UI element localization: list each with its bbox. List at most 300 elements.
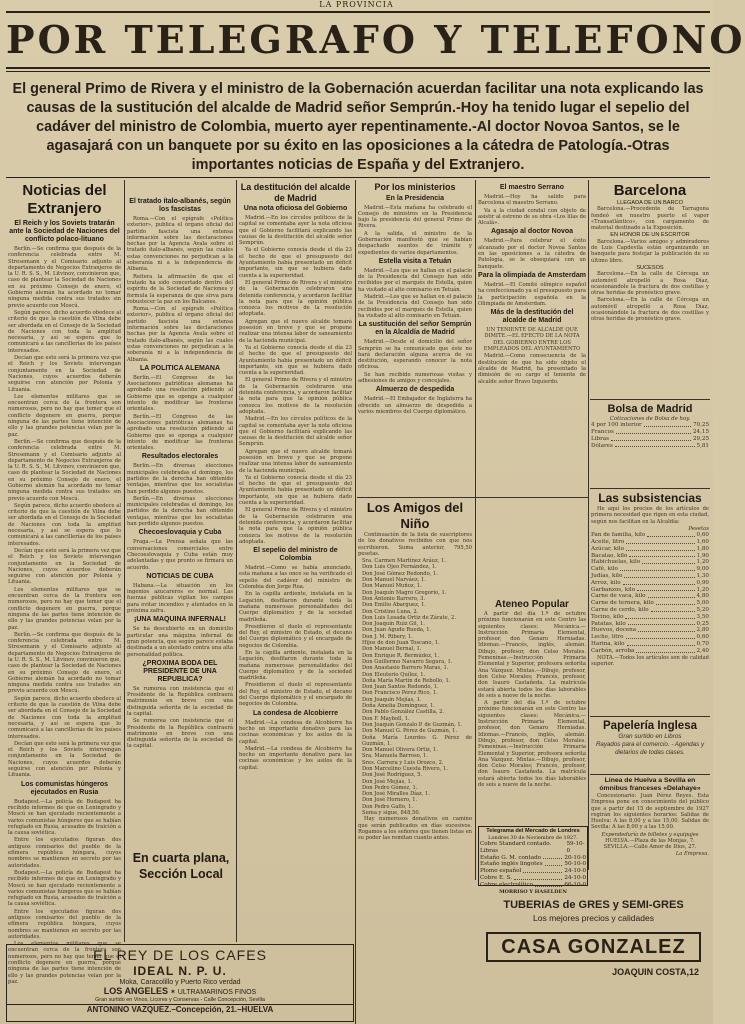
donor-entry: Don Manuel Bernal, 1. xyxy=(362,646,422,653)
article-paragraph: Barcelona.—Procedente de Tarragona fondeó en nuestro puerto el vapor «Transatlántico», con cargamento de material destinado a la Exposición. xyxy=(591,206,709,232)
table-row xyxy=(591,429,709,436)
ad-papeleria xyxy=(591,719,709,771)
row-value: 5,00 xyxy=(696,600,709,607)
donor-entry: Don Manuel Olivera Ortiz, 1. xyxy=(362,747,438,754)
ad-tuberias-line-2: Los mejores precios y calidades xyxy=(533,913,654,923)
section-heading-subsistencias: Las subsistencias xyxy=(598,491,702,505)
article-heading-mas-destitucion: Más de la destitución del alcalde de Madrid xyxy=(490,309,574,325)
row-value: 1,20 xyxy=(696,586,709,593)
papeleria-line-2: Rayados para el comercio. - Agendas y dietarios de todas clases. xyxy=(595,741,705,756)
donor-entry: Don Pablo González Castilla, 2. xyxy=(362,709,445,716)
article-paragraph: Berlín.—El Congreso de las Asociaciones patrióticas alemanas ha aprobado una resolución pidiendo al Gobierno que se oponga a cualquier intento de modificar las fronteras orientales. xyxy=(127,374,233,413)
column-alcalde xyxy=(239,182,352,1020)
row-label: Estaño inglés lingotes xyxy=(480,861,543,868)
article-heading-destitucion: La destitución del alcalde de Madrid xyxy=(240,182,351,203)
section-heading-ninos: Los Amigos del Niño xyxy=(366,500,464,531)
leader-dots xyxy=(523,868,562,873)
article-paragraph: Madrid.—La condesa de Alcobierre ha hecho un importante donativo para las cocinas económicas y los asilos de la capital. xyxy=(239,719,352,745)
leader-dots xyxy=(638,627,694,632)
donor-entry: Don Guillermo Navarro Segura, 1. xyxy=(362,658,453,665)
article-heading-politica-alemana: LA POLITICA ALEMANA xyxy=(139,364,221,372)
article-paragraph: Budapest.—La policía de Budapest ha recibido informes de que en Leningrado y Moscú se han ejecutado recientemente a varios comunistas húngeros que se habían refugiado en Rusia, acusados de traición a la causa soviética. xyxy=(8,798,121,837)
donor-entry: Don José Rodríguez, 5. xyxy=(362,772,423,779)
row-label: Cobre Standard contado. Libras xyxy=(480,841,552,854)
mercado-source: MORRISO Y HASELDEN xyxy=(499,888,567,895)
barcelona-sub-barco: LLEGADA DE UN BARCO xyxy=(617,200,683,206)
article-paragraph: Berlín.—Se confirma que después de la conferencia celebrada entre M. Stresemann y el Comisario adjunto al departamento de Negocios Extranjeros de la U. R. S. S., M. Litvinov, convinieron que, caso de plantear la Sociedad de Naciones en su próximo Consejo de enero, el Gobierno alemán ha acordado no tomar ninguna medida contra sus tratados sin previo acuerdo con Moscú. xyxy=(8,438,121,502)
leader-dots xyxy=(611,436,691,441)
donor-entry: Doña María Martín de Rebollo, 1. xyxy=(362,677,451,684)
row-label: Habichuelas, kilo xyxy=(591,559,641,566)
leader-dots xyxy=(644,422,691,427)
donor-entry: Don Luis Losada Ortiz de Zárate, 2. xyxy=(362,614,456,621)
title-rule xyxy=(6,67,710,69)
article-paragraph: Decían que esto será la primera vez que el Reich y los Soviets intervengan conjuntamente en la Sociedad de Naciones, cuyos acuerdos deberán seguirse con atención por Polonia y Lituania. xyxy=(8,740,121,779)
linea-foot-3: SEVILLA.—Calle Amor de Dios, 27. xyxy=(603,844,697,851)
article-paragraph: Madrid.—El Comité olímpico español ha confeccionado ya el presupuesto para la participación española en la Olimpiada de Amsterdam. xyxy=(478,281,586,307)
row-value: 20-10-0 xyxy=(564,854,586,861)
section-rule-linea xyxy=(590,774,710,775)
row-value: 24-10-0 xyxy=(564,874,586,881)
donor-entry: Don Manuel Muñoz, 1. xyxy=(362,583,422,590)
table-row xyxy=(591,587,709,594)
leader-dots xyxy=(626,634,695,639)
front-headline: El general Primo de Rivera y el ministro de la Gobernación acuerdan facilitar una nota explicando las causas de la sustitución del alcalde de Madrid señor Semprún.-Hoy ha tenido lugar el sepelio del cadáver del ministro de Colombia, muerto ayer repentinamente.-Al doctor Novoa Santos, se le agasajará con un banquete por su éxito en las oposiciones a la cátedra de Patología.-Otras importantes noticias de España y del Extranjero. xyxy=(12,81,704,173)
donor-entry: Hijos de don Juan Toscano, 1. xyxy=(362,640,440,647)
donor-entry: Don Anastasio Barrero Maras, 1. xyxy=(362,665,449,672)
article-paragraph: Madrid.—En los círculos políticos de la capital se comentaba ayer la nota oficiosa que el Gobierno facilitará explicando las causas de la destitución del alcalde señor Semprún. xyxy=(239,416,352,448)
row-value: 70,25 xyxy=(692,422,709,429)
leader-dots xyxy=(625,614,694,619)
article-heading-checoeslovaquia: Checoeslovaquia y Cuba xyxy=(138,529,222,537)
article-heading-sustitucion: La sustitución del señor Semprún en la Alcaldía de Madrid xyxy=(358,321,472,337)
subsistencias-table xyxy=(591,532,709,654)
donor-entry: Don Eleuterio Quílez, 1. xyxy=(362,671,426,678)
donor-entry: Don Manuel Narváez, 1. xyxy=(362,577,426,584)
leader-dots xyxy=(648,593,695,598)
article-paragraph: Madrid.—En los círculos políticos de la capital se comentaba ayer la nota oficiosa que el Gobierno facilitará explicando las causas de la destitución del alcalde señor Semprún. xyxy=(239,215,352,247)
article-paragraph: Roma.—Con el epígrafe «Política exterior», publica el órgano oficial del partido fascista una extensa información sobre las declaraciones hechas por la Agencia Avala sobre el tratado ítalo-albanés, según las cuales estas convenciones no perjudican a la soberanía ni a la independencia de Albania. xyxy=(127,216,233,273)
row-value: 66-10-0 xyxy=(564,881,586,888)
linea-body: Concesionario: Juan Pérez Reyes. Esta Empresa pone en conocimiento del público que a partir del 15 de septiembre de 1927 regirán los siguientes horarios: Salidas de Huelva: A las 8,00 y a las 15,00. Salidas de Sevilla: A las 8,00 y a las 15,00. xyxy=(591,793,709,831)
donor-entry: Don Joaquín Magro Gregorio, 1. xyxy=(362,589,447,596)
row-value: 0,90 xyxy=(696,579,709,586)
column-rule-5 xyxy=(588,180,589,870)
row-label: Libras xyxy=(591,435,609,442)
ateneo-body: A partir del día 1.º de octubre próximo funcionarán en este Centro las siguientes clases: Mecánica.—Instrucción Primaria Elemental, profesor, don Genaro Herniadas. Idiomas.—Francés, inglés, alemán. Dibujo, profesor, don Celso Morales. Femeninas.—Instrucción Primaria Elemental y Superior, profesora señorita Ana Vázquez. Mixtas.—Dibujo, profesor, don Celso Morales; Francés, profesor, don Isauro Castañeda. La matrícula estará abierta todos los días laborables de seis a nueve de la noche. xyxy=(478,611,586,699)
article-paragraph: Berlín.—En diversas elecciones municipales celebradas el domingo, los partidos de la derecha han obtenido ventajas, mientras que los socialistas han perdido algunos puestos. xyxy=(127,495,233,528)
table-row xyxy=(591,436,709,443)
ad-tuberias-addr: JOAQUIN COSTA,12 xyxy=(612,967,699,977)
table-row xyxy=(480,841,586,855)
donor-entry: Don J. M. Ribery, 1. xyxy=(362,633,413,640)
column-rule-1 xyxy=(124,180,125,942)
row-label: Bacalao, kilo xyxy=(591,552,628,559)
ad-cafes-line-3: Gran surtido en Vinos, Licores y Conservas - Calle Concepción, Sevilla xyxy=(95,997,265,1003)
papeleria-heading: Papelería Inglesa xyxy=(603,720,697,732)
row-value: 0,60 xyxy=(696,532,709,539)
subhead-rule xyxy=(6,177,710,178)
article-paragraph: Decían que esto será la primera vez que el Reich y los Soviets intervengan conjuntamente en la Sociedad de Naciones, cuyos acuerdos deberán seguirse con atención por Polonia y Lituania. xyxy=(8,547,121,586)
row-value: 29,25 xyxy=(692,435,709,442)
leader-dots xyxy=(629,553,694,558)
article-paragraph: Según parece, dicho acuerdo obedece al criterio de que la cuestión de Vilna debe ser abordada en el Consejo de la Sociedad de Naciones con toda la amplitud necesaria, y así se espera que lo comunicará a las cancillerías de los países interesados. xyxy=(8,695,121,740)
linea-foot-1: Expendeduría de billetes y equipajes xyxy=(601,831,699,838)
row-value: 5,81 xyxy=(696,442,709,449)
page-title: POR TELEGRAFO Y TELEFONO xyxy=(6,17,745,62)
article-paragraph: Los elementos militares que se encuentran cerca de la frontera son numerosos, pero no hay que temer que el conflicto degenere en guerra, porque ninguna de las partes tiene intención de ello y las grandes potencias velan por la paz. xyxy=(8,586,121,631)
article-paragraph: Se han recibido numerosas visitas y adhesiones de amigos y concejales. xyxy=(358,371,472,385)
article-paragraph: Se rumorea con insistencia que el Presidente de la República contraerá matrimonio en breve con una distinguida señorita de la sociedad de la capital. xyxy=(127,685,233,717)
article-paragraph: Madrid.—Los que se hallan en el palacio de la Presidencia del Consejo han sido recibidos por el marqués de Estella, quien ha visitado al alto comisario en Tetuán. xyxy=(358,267,472,293)
article-paragraph: Los elementos militares que se encuentran cerca de la frontera son numerosos, pero no hay que temer que el conflicto degenere en guerra, porque ninguna de las partes tiene intención de ello y las grandes potencias velan por la paz. xyxy=(8,941,121,985)
leader-dots xyxy=(627,641,695,646)
column-ministerios xyxy=(358,182,472,494)
box-mercado-londres xyxy=(478,826,588,895)
donor-entry: Don Joaquín Mejías, 1. xyxy=(362,696,422,703)
article-heading-presidencia: En la Presidencia xyxy=(386,194,444,202)
ad-cafes-line-4: ANTONINO VAZQUEZ.–Concepción, 21.–HUELVA xyxy=(7,1004,353,1015)
leader-dots xyxy=(651,607,695,612)
donor-entry: Don Enrique R. Bermúdez, 1. xyxy=(362,652,440,659)
row-value: 0,25 xyxy=(696,620,709,627)
article-heading-novoa: Agasajo al doctor Novoa xyxy=(490,228,574,236)
leader-dots xyxy=(623,580,695,585)
donor-entry: Suma y sigue, 848,50. xyxy=(362,810,421,817)
ninos-intro: Continuación de la lista de suscriptores de los donativos recibidos con que nos escribieron. Suma anterior, 795,50 pesetas. xyxy=(358,532,472,557)
donor-entry: Sra. Manuela Barroso, 1. xyxy=(362,753,429,760)
article-paragraph: Berlín.—En diversas elecciones municipales celebradas el domingo, los partidos de la derecha han obtenido ventajas, mientras que los socialistas han perdido algunos puestos. xyxy=(127,463,233,495)
article-paragraph: Budapest.—La policía de Budapest ha recibido informes de que en Leningrado y Moscú se han ejecutado recientemente a varios comunistas húngeros que se habían refugiado en Rusia, acusados de traición a la causa soviética. xyxy=(8,869,121,908)
article-paragraph: A la salida, el ministro de la Gobernación manifestó que se habían despachado asuntos de trámite y expedientes de varios departamentos. xyxy=(358,230,472,256)
article-paragraph: En la capilla ardiente, instalada en la Legación, desfilaron durante toda la mañana numerosas personalidades del Cuerpo diplomático y de la sociedad madrileña. xyxy=(239,591,352,623)
masthead: LA PROVINCIA xyxy=(319,0,394,9)
table-row xyxy=(591,621,709,628)
leader-dots xyxy=(636,648,694,653)
table-row xyxy=(591,607,709,614)
leader-dots xyxy=(647,532,694,537)
row-label: Huevos, docena xyxy=(591,627,637,634)
leader-dots xyxy=(543,855,562,860)
star-icon: ✶ xyxy=(169,989,176,996)
mercado-table xyxy=(480,841,586,889)
table-row xyxy=(591,546,709,553)
article-paragraph: Madrid.—Para celebrar el éxito alcanzado por el doctor Novoa Santos en las oposiciones a la cátedra de Patología, se le obsequiará con un banquete. xyxy=(478,238,586,270)
donor-entry: Don Cristino Luna, 2. xyxy=(362,608,419,615)
leader-dots xyxy=(628,621,695,626)
leader-dots xyxy=(637,587,694,592)
article-paragraph: Madrid.—La condesa de Alcobierre ha hecho un importante donativo para las cocinas económicas y los asilos de la capital. xyxy=(239,745,352,771)
leader-dots xyxy=(626,539,694,544)
ad-cafes-line-1: Moka, Caracolillo y Puerto Rico verdad xyxy=(119,979,241,986)
column-italo-albanes xyxy=(127,196,233,802)
donor-entry: Don José Mejías, 1. xyxy=(362,778,413,785)
article-heading-almuerzo: Almuerzo de despedida xyxy=(375,386,455,394)
donor-entry: Don Joaquín Gonzalo P. de Guzmán, 1. xyxy=(362,721,463,728)
table-row xyxy=(591,580,709,587)
ad-cafes-title: EL REY DE LOS CAFES xyxy=(93,947,267,963)
row-label: Dólares xyxy=(591,442,613,449)
table-row xyxy=(591,532,709,539)
table-row xyxy=(480,868,586,875)
row-label: Pan de familia, kilo xyxy=(591,532,646,539)
row-value: 1,20 xyxy=(696,559,709,566)
article-heading-maquina: ¡UNA MAQUINA INFERNAL! xyxy=(133,616,227,624)
row-value: 0,70 xyxy=(696,640,709,647)
article-paragraph: Madrid.—Desde el domicilio del señor Semprún se ha comunicado que éste no hará declaración alguna acerca de su destitución, esperando conocer la nota oficiosa. xyxy=(358,339,472,371)
row-label: Francos xyxy=(591,429,614,436)
table-row xyxy=(591,614,709,621)
article-heading-tratado: El tratado ítalo-albanés, según los fascistas xyxy=(129,198,231,213)
section-heading-bolsa: Bolsa de Madrid xyxy=(607,403,693,415)
table-row xyxy=(591,627,709,634)
mercado-heading: Telegrama del Mercado de Londres xyxy=(486,828,580,834)
section-heading-ministerios: Por los ministerios xyxy=(374,182,456,192)
section-heading-extranjero: Noticias del Extranjero xyxy=(22,182,107,217)
leader-dots xyxy=(626,546,695,551)
row-value: 9,00 xyxy=(696,566,709,573)
article-paragraph: Madrid.—Hoy ha salido para Barcelona el maestro Serrano. xyxy=(478,194,586,207)
article-heading-boda: ¿PROXIMA BODA DEL PRESIDENTE DE UNA REPUBLICA? xyxy=(142,659,218,683)
table-row xyxy=(480,875,586,882)
row-label: Carne de cerdo, kilo xyxy=(591,606,649,613)
article-paragraph: Madrid.—Como consecuencia de la destitución de que ha sido objeto el alcalde de Madrid, ha presentado la dimisión de su cargo el teniente de alcalde señor Bravo Izquierdo. xyxy=(478,353,586,385)
table-row xyxy=(591,443,709,450)
subsistencias-note: NOTA.—Todos los artículos son de calidad superior. xyxy=(591,654,709,667)
row-label: Judías, kilo xyxy=(591,572,623,579)
table-row xyxy=(591,634,709,641)
bolsa-table xyxy=(591,422,709,449)
row-value: 1,90 xyxy=(696,552,709,559)
article-heading-resultados: Resultados electorales xyxy=(141,453,219,461)
section-heading-ateneo: Ateneo Popular xyxy=(495,599,569,610)
column-rule-2 xyxy=(236,180,237,942)
article-paragraph: Presidieron el duelo el representante del Rey, el ministro de Estado, el decano del Cuerpo diplomático y el encargado de negocios de Colombia. xyxy=(239,623,352,649)
mercado-date: Londres 30 de Noviembre de 1927. xyxy=(488,835,578,841)
ad-linea-huelva xyxy=(591,777,709,871)
section-heading-barcelona: Barcelona xyxy=(613,182,687,199)
table-row xyxy=(591,553,709,560)
article-paragraph: Se ha descubierto en un domicilio particular una máquina infernal de gran potencia, que según parece estaba destinada a un atentado contra una alta personalidad política. xyxy=(127,626,233,658)
table-row xyxy=(591,641,709,648)
article-paragraph: Barcelona.—En la calle de Córcega un automóvil atropelló a Rosa Díaz, ocasionándole la fractura de dos costillas y otras heridas de pronóstico grave. xyxy=(591,271,709,297)
row-value: 50-10-0 xyxy=(564,861,586,868)
donor-entry: Don Antonio Barrero, 3. xyxy=(362,595,426,602)
section-bolsa xyxy=(591,402,709,486)
donor-entry: Doña María Lourdes G. Pérez de Guzmán, 1. xyxy=(362,734,472,747)
section-rule-ninos xyxy=(357,497,588,498)
article-paragraph: Madrid.—El Embajador de Inglaterra ha ofrecido un almuerzo de despedida a varios miembros del Cuerpo diplomático. xyxy=(358,396,472,415)
donor-entry: Don José Gómez Redondo, 1. xyxy=(362,570,438,577)
article-heading-estella: Estella visita a Tetuán xyxy=(378,257,452,265)
article-paragraph: Decían que esto será la primera vez que el Reich y los Soviets intervengan conjuntamente en la Sociedad de Naciones, cuyos acuerdos deberán seguirse con atención por Polonia y Lituania. xyxy=(8,355,121,393)
column-rule-4 xyxy=(475,180,476,880)
donor-entry: Don Francisco Pérez Rico, 1. xyxy=(362,690,438,697)
article-paragraph: El general Primo de Rivera y el ministro de la Gobernación celebraron una detenida conferencia, y acordaron facilitar la nota para que la opinión pública conozca los motivos de la resolución adoptada. xyxy=(239,279,352,318)
row-value: 1,60 xyxy=(696,538,709,545)
article-paragraph: Presidieron el duelo el representante del Rey, el ministro de Estado, el decano del Cuerpo diplomático y el encargado de negocios de Colombia. xyxy=(239,682,352,708)
ad-cafes-brand: IDEAL N. P. U. xyxy=(133,964,227,978)
article-heading-reich: El Reich y los Soviets tratarán ante la Sociedad de Naciones del conflicto polaco-lituano xyxy=(9,220,120,243)
section-amigos-nino xyxy=(358,500,472,1020)
table-row xyxy=(591,422,709,429)
donor-entry: Doña Amelia Domínguez, 1. xyxy=(362,703,436,710)
section-rule-papeleria xyxy=(590,716,710,717)
article-heading-cuba: NOTICIAS DE CUBA xyxy=(146,572,214,580)
ateneo-body: A partir del día 1.º de octubre próximo funcionarán en este Centro las siguientes clases: Mecánica.—Instrucción Primaria Elemental, profesor, don Genaro Herniadas. Idiomas.—Francés, inglés, alemán. Dibujo, profesor, don Celso Morales. Femeninas.—Instrucción Primaria Elemental y Superior, profesora señorita Ana Vázquez. Mixtas.—Dibujo, profesor, don Celso Morales; Francés, profesor, don Isauro Castañeda. La matrícula estará abierta todos los días laborables de seis a nueve de la noche. xyxy=(478,700,586,789)
ad-tuberias-brand: CASA GONZALEZ xyxy=(486,932,701,962)
ad-cafes-line-2-wrap xyxy=(7,987,353,997)
donor-entry: Sra. Carmen Martínez Aráuz, 1. xyxy=(362,558,447,565)
article-paragraph: Según parece, dicho acuerdo obedece al criterio de que la cuestión de Vilna debe ser abordada en el Consejo de la Sociedad de Naciones con toda la amplitud necesaria, y así se espera que lo comunicará a las cancillerías de los países interesados. xyxy=(8,309,121,354)
article-paragraph: Entre los ejecutados figuran dos antiguos comisarios del pueblo de la efímera república húngara, cuyos nombres se mantienen en secreto por las autoridades. xyxy=(8,837,121,869)
row-value: 1,30 xyxy=(696,572,709,579)
ad-casa-gonzalez xyxy=(478,886,709,1020)
row-value: 1,80 xyxy=(696,545,709,552)
leader-dots xyxy=(656,600,695,605)
row-label: Patatas, kilo xyxy=(591,620,626,627)
donor-entry: Don Juan Santos Redondo, 1. xyxy=(362,684,439,691)
bolsa-sub: Cotizaciones de Bolsa de hoy. xyxy=(609,416,691,422)
article-paragraph: El general Primo de Rivera y el ministro de la Gobernación celebraron una detenida conferencia, y acordaron facilitar la nota para que la opinión pública conozca los motivos de la resolución adoptada. xyxy=(239,377,352,415)
article-paragraph: El general Primo de Rivera y el ministro de la Gobernación celebraron una detenida conferencia, y acordaron facilitar la nota para que la opinión pública conozca los motivos de la resolución adoptada. xyxy=(239,507,352,545)
article-paragraph: Barcelona.—En la calle de Córcega un automóvil atropelló a Rosa Díaz, ocasionándole la fractura de dos costillas y otras heridas de pronóstico grave. xyxy=(591,297,709,323)
row-value: 59-10-0 xyxy=(566,841,585,854)
leader-dots xyxy=(514,875,562,880)
row-label: Carne de ternera, kilo xyxy=(591,600,654,607)
donor-entry: Sres. Carrera y Luis Orozco, 2. xyxy=(362,759,444,766)
article-paragraph: Ya el Gobierno conocía desde el día 23 el hecho de que el presupuesto del Ayuntamiento había presentado un déficit importante, sin que se hubiera dado cuenta a la superioridad. xyxy=(239,474,352,507)
row-label: Harina, kilo xyxy=(591,640,625,647)
article-heading-comunistas: Los comunistas húngeros ejecutados en Rusia xyxy=(20,780,109,796)
row-label: Leche, litro xyxy=(591,634,624,641)
ninos-note: Hay numerosos donativos en camino que serán publicados en días sucesivos. Rogamos a los señores que tienen listas en su poder las remitan cuanto antes. xyxy=(358,816,472,842)
article-paragraph: Berlín.—Se confirma que después de la conferencia celebrada entre M. Stresemann y el Comisario adjunto al departamento de Negocios Extranjeros de la U. R. S. S., M. Litvinov, convinieron que, caso de plantear la Sociedad de Naciones en su próximo Consejo de enero, el Gobierno alemán ha acordado no tomar ninguna medida contra sus tratados sin previo acuerdo con Moscú. xyxy=(8,631,121,695)
row-value: 0,60 xyxy=(696,634,709,641)
top-rule xyxy=(6,11,710,13)
column-extranjero xyxy=(8,182,121,985)
row-label: Tocino, kilo xyxy=(591,613,624,620)
donor-list xyxy=(358,558,472,816)
row-label: Café, kilo xyxy=(591,566,618,573)
column-rule-3 xyxy=(355,180,356,1024)
row-label: Cobre electrolítico xyxy=(480,881,533,888)
donor-entry: Don F. Mayboll, 1. xyxy=(362,715,410,722)
row-label: Cobre E. S. xyxy=(480,874,513,881)
row-label: Estaño G. M. contado xyxy=(480,854,542,861)
article-paragraph: Entre los ejecutados figuran dos antiguos comisarios del pueblo de la efímera república húngara, cuyos nombres se mantienen en secreto por las autoridades. xyxy=(8,908,121,940)
article-paragraph: Madrid.—Esta mañana ha celebrado el Consejo de ministros en la Presidencia bajo la presidencia del general Primo de Rivera. xyxy=(358,204,472,230)
row-value: 24-10-0 xyxy=(564,868,586,875)
row-label: Arroz, kilo xyxy=(591,579,621,586)
article-paragraph: Praga.—La Prensa señala que las conversaciones comerciales entre Checoeslovaquia y Cuba están muy adelantadas y que pronto se firmará un acuerdo. xyxy=(127,539,233,571)
leader-dots xyxy=(616,429,691,434)
article-paragraph: Los elementos militares que se encuentran cerca de la frontera son numerosos, pero no hay que temer que el conflicto degenere en guerra, porque ninguna de las partes tiene intención de ello y las grandes potencias velan por la paz. xyxy=(8,393,121,438)
table-row xyxy=(591,648,709,655)
article-subheading: UN TENIENTE DE ALCALDE QUE DIMITE.—EL EFECTO DE LA NOTA DEL GOBIERNO ENTRE LOS EMPLEADOS DEL AYUNTAMIENTO xyxy=(483,327,581,353)
column-serrano xyxy=(478,182,586,494)
article-heading-serrano: El maestro Serrano xyxy=(499,184,565,191)
article-paragraph: Reitera la afirmación de que el tratado ha sido concertado dentro del espíritu de la Sociedad de Naciones y formula la esperanza de que sirva para robustecer la paz en los Balcanes. xyxy=(127,273,233,305)
ad-tuberias-line-1: TUBERIAS de GRES y SEMI-GRES xyxy=(503,899,684,911)
barcelona-sub-sucesos: SUCESOS xyxy=(636,264,664,271)
row-label: Carbón, arroba xyxy=(591,647,635,654)
donor-entry: Don Luis Ojeo Fernández, 1. xyxy=(362,564,437,571)
row-value: 24,15 xyxy=(692,429,709,436)
donor-entry: Don José Hornero, 1. xyxy=(362,797,418,804)
linea-foot-2: HUELVA.—Plaza de las Monjas, 7. xyxy=(605,838,695,845)
article-paragraph: Barcelona.—Varios amigos y admiradores de Luis Capdevila están organizando un banquete para festejar la publicación de su último libro. xyxy=(591,238,709,264)
article-paragraph: Roma.—Con el epígrafe «Política exterior», publica el órgano oficial del partido fascista una extensa información sobre las declaraciones hechas por la Agencia Avala sobre el tratado ítalo-albanés, según las cuales estas convenciones no perjudican a la soberanía ni a la independencia de Albania. xyxy=(127,306,233,363)
article-paragraph: Ya el Gobierno conocía desde el día 23 el hecho de que el presupuesto del Ayuntamiento había presentado un déficit importante, sin que se hubiera dado cuenta a la superioridad. xyxy=(239,344,352,377)
row-label: 4 por 100 interior xyxy=(591,422,642,429)
linea-heading: Línea de Huelva a Sevilla en ómnibus franceses «Delahaye» xyxy=(599,777,701,792)
section-rule-bolsa xyxy=(590,399,710,400)
table-row xyxy=(591,566,709,573)
ad-cafes-ultramarinos: ULTRAMARINOS FINOS xyxy=(177,989,257,996)
donor-entry: Don Manuel G. Pérez de Guzmán, 1. xyxy=(362,728,458,735)
row-value: 3,50 xyxy=(696,613,709,620)
table-row xyxy=(591,573,709,580)
table-row xyxy=(591,600,709,607)
donor-entry: Don Pedro Gallo, 1. xyxy=(362,803,414,810)
donor-entry: Don Emilio Abarguez, 1. xyxy=(362,602,427,609)
article-heading-olimpiada: Para la olimpiada de Amsterdam xyxy=(478,271,586,279)
donor-entry: Don Joaquín Ruiz Gil, 1. xyxy=(362,621,425,628)
article-paragraph: Habana.—La situación en los ingenios azucareros es normal. Las fuerzas públicas vigilan los campos para evitar incendios y atentados en la próxima zafra. xyxy=(127,582,233,615)
title-rule-thin xyxy=(6,71,710,72)
row-value: 2,80 xyxy=(696,627,709,634)
donor-entry: Don Juan Agudo Rueda, 1. xyxy=(362,627,432,634)
barcelona-sub-escritor: EN HONOR DE UN ESCRITOR xyxy=(610,232,690,239)
article-paragraph: Madrid.—Los que se hallan en el palacio de la Presidencia del Consejo han sido recibidos por el marqués de Estella, quien ha visitado al alto comisario en Tetuán. xyxy=(358,294,472,319)
ad-rey-cafes xyxy=(6,944,354,1022)
article-paragraph: Se rumorea con insistencia que el Presidente de la República contraerá matrimonio en breve con una distinguida señorita de la sociedad de la capital. xyxy=(127,718,233,750)
row-value: 4,80 xyxy=(696,593,709,600)
leader-dots xyxy=(620,566,695,571)
article-paragraph: En la capilla ardiente, instalada en la Legación, desfilaron durante toda la mañana numerosas personalidades del Cuerpo diplomático y de la sociedad madrileña. xyxy=(239,650,352,682)
donor-entry: Don Marcelino Cuesta Rivero, 1. xyxy=(362,765,448,772)
row-value: 2,40 xyxy=(696,647,709,654)
row-label: Garbanzos, kilo xyxy=(591,586,636,593)
article-paragraph: Berlín.—El Congreso de las Asociaciones patrióticas alemanas ha aprobado una resolución pidiendo al Gobierno que se oponga a cualquier intento de modificar las fronteras orientales. xyxy=(127,413,233,452)
donor-entry: Don José Miralles Díaz, 1. xyxy=(362,791,430,798)
linea-sign: La Empresa. xyxy=(675,850,709,857)
section-ateneo xyxy=(478,598,586,822)
article-paragraph: Ya el Gobierno conocía desde el día 23 el hecho de que el presupuesto del Ayuntamiento había presentado un déficit importante, sin que se hubiera dado cuenta a la superioridad. xyxy=(239,247,352,279)
article-paragraph: Agregan que el nuevo alcalde tomará posesión en breve y que se propone realizar una intensa labor de saneamiento de la hacienda municipal. xyxy=(239,448,352,474)
table-row xyxy=(591,539,709,546)
article-paragraph: Va a la ciudad condal con objeto de asistir al estreno de su obra «Los lilas de Alcalá». xyxy=(478,207,587,227)
article-paragraph: Madrid.—Como se había anunciado, esta mañana a las once se ha verificado el sepelio del cadáver del ministro de Colombia don Jorge Roa. xyxy=(239,565,352,591)
section-barcelona xyxy=(591,182,709,397)
leader-dots xyxy=(545,861,563,866)
row-label: Azúcar, kilo xyxy=(591,545,625,552)
article-paragraph: Berlín.—Se confirma que después de la conferencia celebrada entre M. Stresemann y el Comisario adjunto al departamento de Negocios Extranjeros de la U. R. S. S., M. Litvinov, convinieron que, caso de plantear la Sociedad de Naciones en su próximo Consejo de enero, el Gobierno alemán ha acordado no tomar ninguna medida contra sus tratados sin previo acuerdo con Moscú. xyxy=(8,246,121,309)
article-paragraph: Según parece, dicho acuerdo obedece al criterio de que la cuestión de Vilna debe ser abordada en el Consejo de la Sociedad de Naciones con toda la amplitud necesaria, y así se espera que lo comunicará a las cancillerías de los países interesados. xyxy=(8,502,121,547)
banner-seccion-local: En cuarta plana, Sección Local xyxy=(132,851,230,881)
table-row xyxy=(591,593,709,600)
article-heading-sepelio: El sepelio del ministro de Colombia xyxy=(253,547,338,563)
section-rule-subsistencias xyxy=(590,488,710,489)
leader-dots xyxy=(615,443,695,448)
leader-dots xyxy=(642,559,694,564)
article-paragraph: Agregan que el nuevo alcalde tomará posesión en breve y que se propone realizar una intensa labor de saneamiento de la hacienda municipal. xyxy=(239,318,352,344)
section-subsistencias xyxy=(591,491,709,713)
row-label: Aceite, litro xyxy=(591,538,625,545)
row-label: Plomo español xyxy=(480,868,522,875)
ad-cafes-los-angeles: LOS ANGELES xyxy=(103,986,168,996)
